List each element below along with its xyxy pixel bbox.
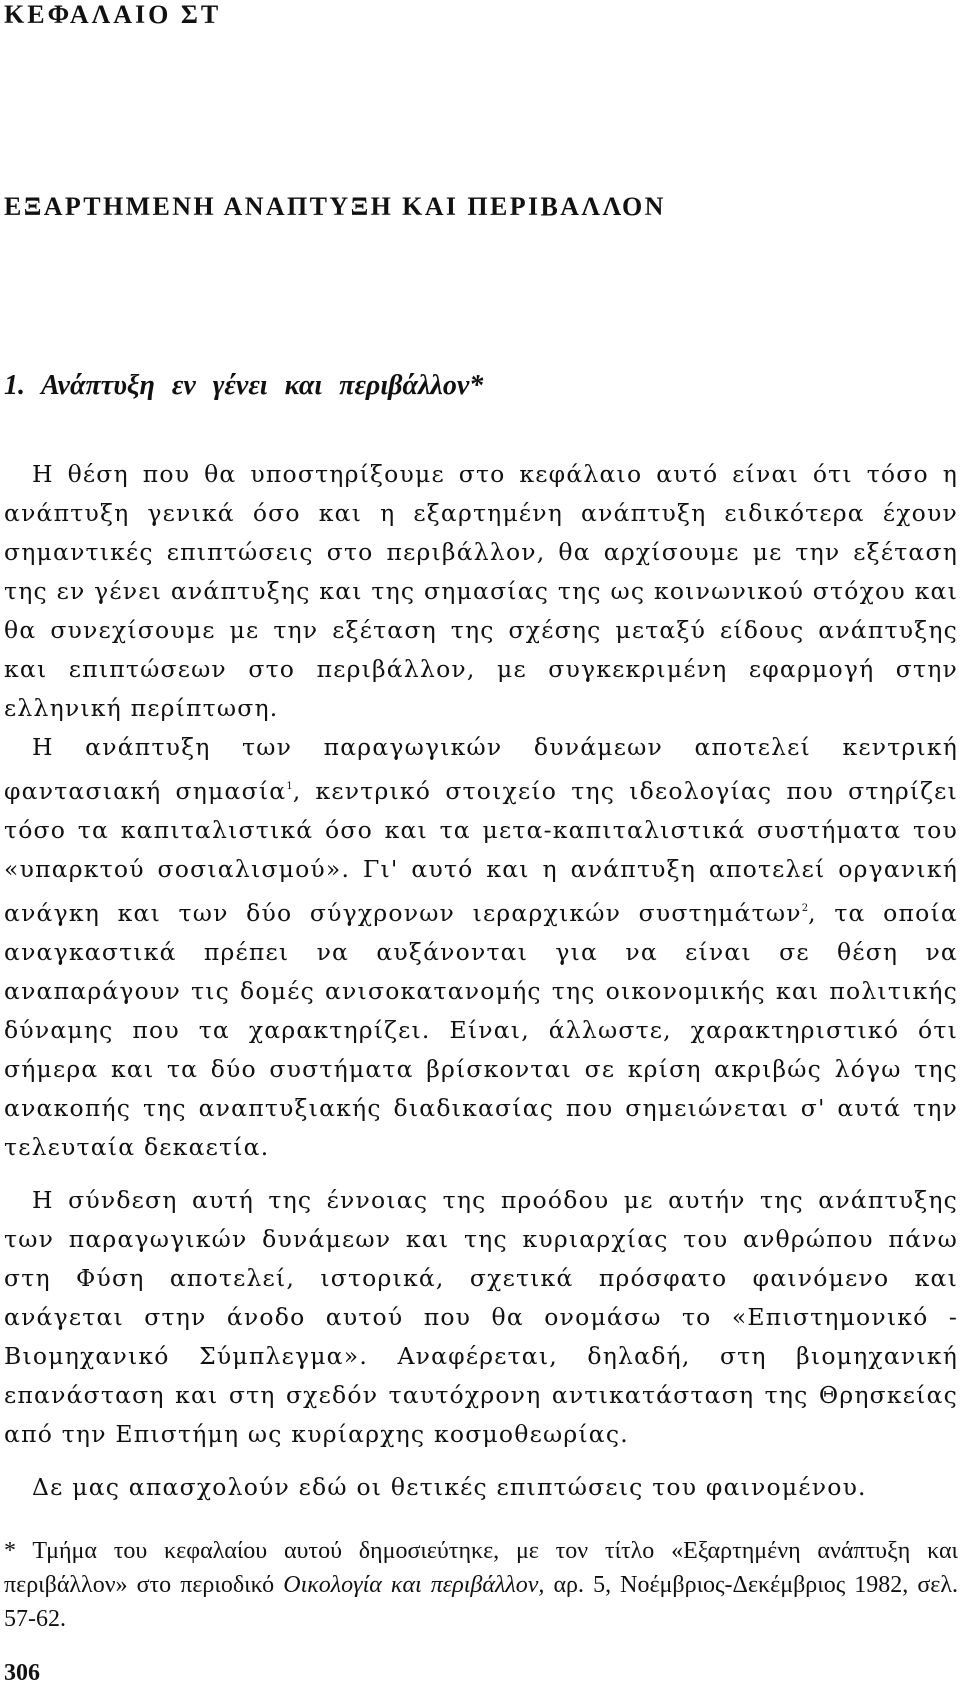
body-text — [4, 455, 958, 1507]
footnote-ref-1: 1 — [286, 781, 293, 792]
footnote-journal: Οικολογία και περιβάλλον, — [283, 1572, 545, 1598]
paragraph-4: Δε μας απασχολούν εδώ οι θετικές επιπτώσεις του φαινομένου. — [32, 1473, 867, 1501]
footnote-part-1: * Τμήμα του κεφαλαίου αυτού δημοσιεύτηκε, με τον τίτλο «Εξαρτημένη ανάπτυξη και περιβάλλον» στο περιοδικό — [4, 1538, 958, 1598]
footnote — [4, 1534, 958, 1636]
chapter-title: ΕΞΑΡΤΗΜΕΝΗ ΑΝΑΠΤΥΞΗ ΚΑΙ ΠΕΡΙΒΑΛΛΟΝ — [4, 192, 666, 221]
page-number: 306 — [4, 1660, 40, 1686]
footnote-ref-2: 2 — [801, 903, 809, 914]
paragraph-2-part-c: , τα οποία αναγκαστικά πρέπει να αυξάνονται για να είναι σε θέση να αναπαράγουν τις δομές ανισοκατανομής της οικονομικής και πολιτικής δύναμης που τα χαρακτηρίζει. Είναι, άλλωστε, χαρακτηριστικό ότι σήμερα και τα δύο συστήματα βρίσκονται σε κρίση ακριβώς λόγω της ανακοπής της αναπτυξιακής διαδικασίας που σημειώνεται σ' αυτά την τελευταία δεκαετία. — [4, 899, 958, 1161]
paragraph-1: Η θέση που θα υποστηρίξουμε στο κεφάλαιο αυτό είναι ότι τόσο η ανάπτυξη γενικά όσο και η εξαρτημένη ανάπτυξη ειδικότερα έχουν σημαντικές επιπτώσεις στο περιβάλλον, θα αρχίσουμε με την εξέταση της εν γένει ανάπτυξης και της σημασίας της ως κοινωνικού στόχου και θα συνεχίσουμε με την εξέταση της σχέσης μεταξύ είδους ανάπτυξης και επιπτώσεων στο περιβάλλον, με συγκεκριμένη εφαρμογή στην ελληνική περίπτωση. — [4, 460, 958, 722]
paragraph-3: Η σύνδεση αυτή της έννοιας της προόδου με αυτήν της ανάπτυξης των παραγωγικών δυνάμεων και της κυριαρχίας του ανθρώπου πάνω στη Φύση αποτελεί, ιστορικά, σχετικά πρόσφατο φαινόμενο και ανάγεται στην άνοδο αυτού που θα ονομάσω το «Επιστημονικό - Βιομηχανικό Σύμπλεγμα». Αναφέρεται, δηλαδή, στη βιομηχανική επανάσταση και στη σχεδόν ταυτόχρονη αντικατάσταση της Θρησκείας από την Επιστήμη ως κυρίαρχης κοσμοθεωρίας. — [4, 1186, 958, 1448]
paragraph-2 — [4, 728, 958, 1167]
paragraph-2-part-b: , κεντρικό στοιχείο της ιδεολογίας που στηρίζει τόσο τα καπιταλιστικά όσο και τα μετα-καπιταλιστικά συστήματα του «υπαρκτού σοσιαλισμού». Γι' αυτό και η ανάπτυξη αποτελεί οργανική ανάγκη και των δύο σύγχρονων ιεραρχικών συστημάτων — [4, 777, 958, 927]
section-heading: 1. Ανάπτυξη εν γένει και περιβάλλον* — [4, 370, 484, 401]
chapter-label: ΚΕΦΑΛΑΙΟ ΣΤ — [4, 0, 222, 29]
paragraph-2-part-a: Η ανάπτυξη των παραγωγικών δυνάμεων αποτελεί κεντρική φαντασιακή σημασία — [4, 733, 958, 805]
footnote-part-2: αρ. 5, Νοέμβριος-Δεκέμβριος 1982, σελ. 57-62. — [4, 1572, 958, 1632]
